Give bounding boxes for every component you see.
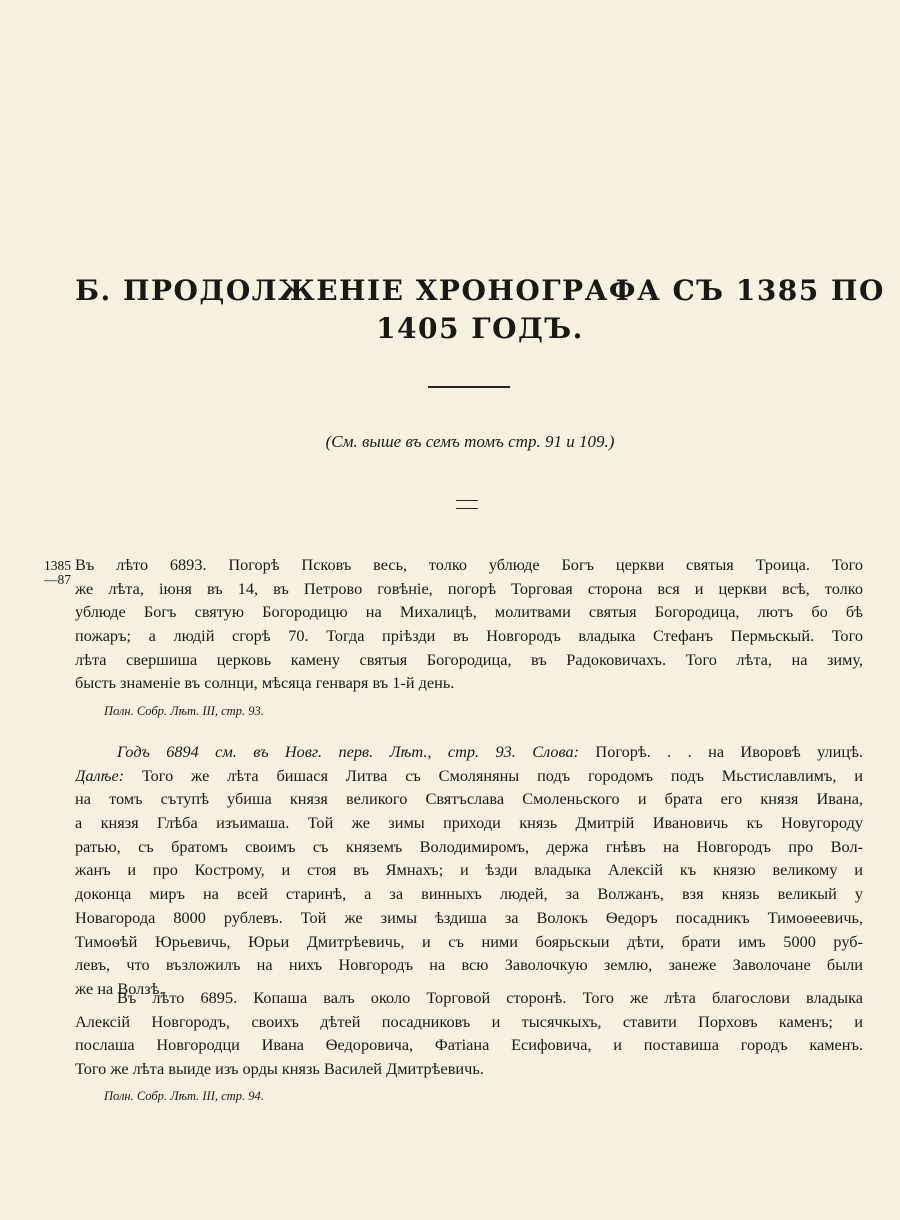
text-line: на томъ сътупѣ убиша князя великого Святъслава Смоленьского и брата его князя Ивана, [75, 789, 863, 809]
text-line: же лѣта, іюня въ 14, въ Петрово говѣніе, погорѣ Торговая сторона вся и церкви всѣ, толко [75, 578, 863, 598]
text-line: Въ лѣто 6895. Копаша валъ около Торговой сторонѣ. Того же лѣта благослови владыка [117, 988, 863, 1007]
title-divider [428, 386, 510, 388]
text-line: ратью, съ братомъ своимъ съ княземъ Володимиромъ, держа гнѣвъ на Новгородъ про Вол- [75, 836, 863, 856]
text-line [75, 740, 863, 764]
title-line-1: Б. ПРОДОЛЖЕНІЕ ХРОНОГРАФА СЪ 1385 ПО [75, 274, 885, 307]
margin-year-end: —87 [44, 572, 71, 587]
paragraph-2 [75, 740, 863, 1001]
text-line: бысть знаменіе въ солнци, мѣсяца генваря въ 1-й день. [75, 673, 455, 693]
dalee-italic: Далѣе: [75, 765, 125, 785]
margin-year-start: 1385 [44, 558, 71, 573]
text-line: жанъ и про Кострому, и стоя въ Ямнахъ; и ѣзди владыка Алексій къ князю великому и [75, 860, 863, 880]
title-line-2: 1405 ГОДЪ. [376, 312, 584, 345]
text-line: Тимоѳѣй Юрьевичь, Юрьи Дмитрѣевичь, и съ ними боярьскыи дѣти, брати имъ 5000 руб- [75, 931, 863, 951]
paragraph-3 [75, 986, 863, 1081]
text-line: Того же лѣта выиде изъ орды князь Василей Дмитрѣевичь. [75, 1059, 484, 1079]
text-line: Въ лѣто 6893. Погорѣ Псковъ весь, толко ублюде Богъ церкви святыя Троица. Того [75, 555, 863, 574]
source-citation-2: Полн. Собр. Лѣт. III, стр. 94. [104, 1089, 264, 1103]
text-line: Алексій Новгородъ, своихъ дѣтей посадниковъ и тысячкыхъ, ставити Порховъ каменъ; и [75, 1011, 863, 1031]
section-divider [456, 500, 478, 509]
text-line: пожаръ; а людій сгорѣ 70. Тогда пріѣзди въ Новгородъ владыка Стефанъ Пермьскый. Того [75, 626, 863, 646]
text-line: ублюде Богъ святую Богородицю на Михалицѣ, молитвами святыя Богородица, лютъ бо бѣ [75, 602, 863, 622]
lead-rest: Погорѣ. . . на Иворовѣ улицѣ. [579, 742, 863, 761]
text-line: же на Волзѣ. [75, 978, 164, 998]
text-line: лѣта свершиша церковь камену святыя Богородица, въ Радоковичахъ. Того лѣта, на зиму, [75, 649, 863, 669]
paragraph-1 [75, 553, 863, 695]
text-line: левъ, что възложилъ на нихъ Новгородъ на всю Заволочкую землю, занеже Заволочане были [75, 955, 863, 975]
text-line: доконца миръ на всей старинѣ, а за винныхъ людей, за Волжанъ, взя князь великый у [75, 884, 863, 904]
lead-italic: Годъ 6894 см. въ Новг. перв. Лѣт., стр. 93. Слова: [117, 742, 580, 761]
text-line: а князя Глѣба изъимаша. Той же зимы приходи князь Дмитрій Ивановичь къ Новугороду [75, 813, 863, 833]
text-line [75, 764, 863, 788]
text-line: Новагорода 8000 рублевъ. Той же зимы ѣздиша за Волокъ Ѳедоръ посадникъ Тимоѳеевичь, [75, 907, 863, 927]
page-title [60, 272, 900, 348]
dalee-rest: Того же лѣта бишася Литва съ Смоляняны подъ городомъ подъ Мьстиславлимъ, и [124, 765, 863, 785]
source-citation-1: Полн. Собр. Лѣт. III, стр. 93. [104, 704, 264, 718]
text-line: послаша Новгородци Ивана Ѳедоровича, Фатіана Есифовича, и поставиша городъ каменъ. [75, 1035, 863, 1055]
reference-note: (См. выше въ семъ томъ стр. 91 и 109.) [325, 432, 615, 451]
